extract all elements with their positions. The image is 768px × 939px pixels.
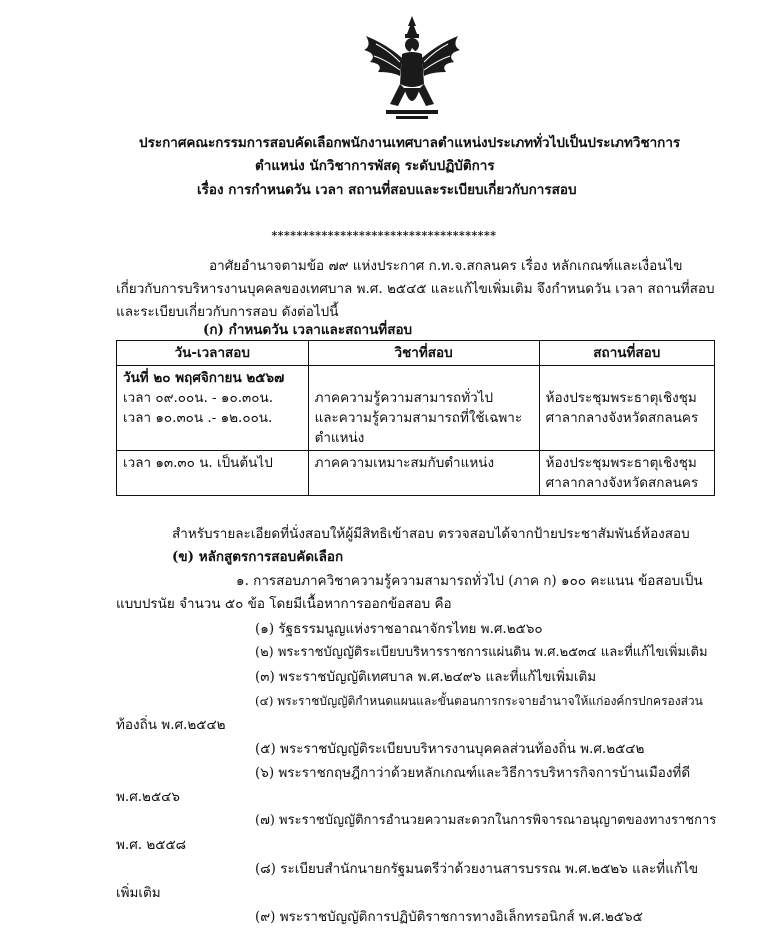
time-3: เวลา ๑๓.๓๐ น. เป็นต้นไป <box>123 455 273 471</box>
separator: ************************************ <box>271 229 497 242</box>
venue-line: ศาลากลางจังหวัดสกลนคร <box>545 410 699 426</box>
law-item: (๘) ระเบียบสำนักนายกรัฐมนตรีว่าด้วยงานสารบรรณ พ.ศ.๒๕๒๖ และที่แก้ไข <box>255 861 699 877</box>
item-1-line-2: แบบปรนัย จำนวน ๕๐ ข้อ โดยมีเนื้อหาการออกข้อสอบ คือ <box>116 596 452 612</box>
table-row <box>117 451 715 496</box>
garuda-emblem-icon <box>356 14 468 126</box>
header-datetime: วัน-เวลาสอบ <box>117 341 309 366</box>
law-item-cont: พ.ศ. ๒๕๕๘ <box>116 837 187 853</box>
seat-note: สำหรับรายละเอียดที่นั่งสอบให้ผู้มีสิทธิเข้าสอบ ตรวจสอบได้จากป้ายประชาสัมพันธ์ห้องสอบ <box>172 526 690 542</box>
table-header-row <box>117 341 715 366</box>
law-item: (๓) พระราชบัญญัติเทศบาล พ.ศ.๒๔๙๖ และที่แก้ไขเพิ่มเติม <box>255 669 597 685</box>
venue-line: ห้องประชุมพระธาตุเชิงชุม <box>545 390 697 406</box>
law-item-cont: พ.ศ.๒๕๔๖ <box>116 789 180 805</box>
section-b-heading: (ข) หลักสูตรการสอบคัดเลือก <box>172 549 344 565</box>
law-item: (๗) พระราชบัญญัติการอำนวยความสะดวกในการพิจารณาอนุญาตของทางราชการ <box>255 813 717 828</box>
law-item-cont: เพิ่มเติม <box>116 885 161 901</box>
law-item: (๑) รัฐธรรมนูญแห่งราชอาณาจักรไทย พ.ศ.๒๕๖๐ <box>255 621 543 637</box>
law-item: (๕) พระราชบัญญัติระเบียบบริหารงานบุคคลส่วนท้องถิ่น พ.ศ.๒๕๔๒ <box>255 741 645 757</box>
subject-line: ตำแหน่ง <box>314 430 365 446</box>
item-1-line-1: ๑. การสอบภาควิชาความรู้ความสามารถทั่วไป (ภาค ก) ๑๐๐ คะแนน ข้อสอบเป็น <box>236 573 703 589</box>
title-line-1: ประกาศคณะกรรมการสอบคัดเลือกพนักงานเทศบาลตำแหน่งประเภททั่วไปเป็นประเภทวิชาการ <box>139 135 681 151</box>
intro-line-1: อาศัยอำนาจตามข้อ ๗๙ แห่งประกาศ ก.ท.จ.สกลนคร เรื่อง หลักเกณฑ์และเงื่อนไข <box>209 258 683 274</box>
venue-line: ศาลากลางจังหวัดสกลนคร <box>545 475 699 491</box>
title-line-2: ตำแหน่ง นักวิชาการพัสดุ ระดับปฏิบัติการ <box>255 158 495 174</box>
subject-line: ภาคความเหมาะสมกับตำแหน่ง <box>314 455 495 471</box>
header-venue: สถานที่สอบ <box>539 341 714 366</box>
time-2: เวลา ๑๐.๓๐น .- ๑๒.๐๐น. <box>123 410 273 426</box>
subject-line: ภาคความรู้ความสามารถทั่วไป <box>314 390 494 406</box>
law-item-cont: ท้องถิ่น พ.ศ.๒๕๔๒ <box>116 717 226 733</box>
schedule-table <box>116 340 715 496</box>
law-item: (๔) พระราชบัญญัติกำหนดแผนและขั้นตอนการกระจายอำนาจให้แก่องค์กรปกครองส่วน <box>255 694 703 708</box>
intro-line-2: เกี่ยวกับการบริหารงานบุคคลของเทศบาล พ.ศ. ๒๕๔๕ และแก้ไขเพิ่มเติม จึงกำหนดวัน เวลา สถานที่สอบ <box>116 281 715 297</box>
datetime-cell <box>117 451 309 496</box>
intro-line-3: และระเบียบเกี่ยวกับการสอบ ดังต่อไปนี้ <box>116 304 339 320</box>
exam-date: วันที่ ๒๐ พฤศจิกายน ๒๕๖๗ <box>123 370 285 386</box>
law-item: (๒) พระราชบัญญัติระเบียบบริหารราชการแผ่นดิน พ.ศ.๒๕๓๔ และที่แก้ไขเพิ่มเติม <box>255 645 708 660</box>
subject-line: และความรู้ความสามารถที่ใช้เฉพาะ <box>314 410 523 426</box>
header-subject: วิชาที่สอบ <box>308 341 539 366</box>
subject-cell <box>308 366 539 451</box>
section-a-heading: (ก) กำหนดวัน เวลาและสถานที่สอบ <box>203 322 413 338</box>
law-item: (๙) พระราชบัญญัติการปฏิบัติราชการทางอิเล็กทรอนิกส์ พ.ศ.๒๕๖๕ <box>255 909 643 925</box>
venue-cell <box>539 451 714 496</box>
table-row <box>117 366 715 451</box>
venue-line: ห้องประชุมพระธาตุเชิงชุม <box>545 455 697 471</box>
law-item: (๖) พระราชกฤษฎีกาว่าด้วยหลักเกณฑ์และวิธีการบริหารกิจการบ้านเมืองที่ดี <box>255 765 691 781</box>
time-1: เวลา ๐๙.๐๐น. - ๑๐.๓๐น. <box>123 390 273 406</box>
venue-cell <box>539 366 714 451</box>
datetime-cell <box>117 366 309 451</box>
title-line-3: เรื่อง การกำหนดวัน เวลา สถานที่สอบและระเบียบเกี่ยวกับการสอบ <box>197 182 577 198</box>
subject-cell <box>308 451 539 496</box>
